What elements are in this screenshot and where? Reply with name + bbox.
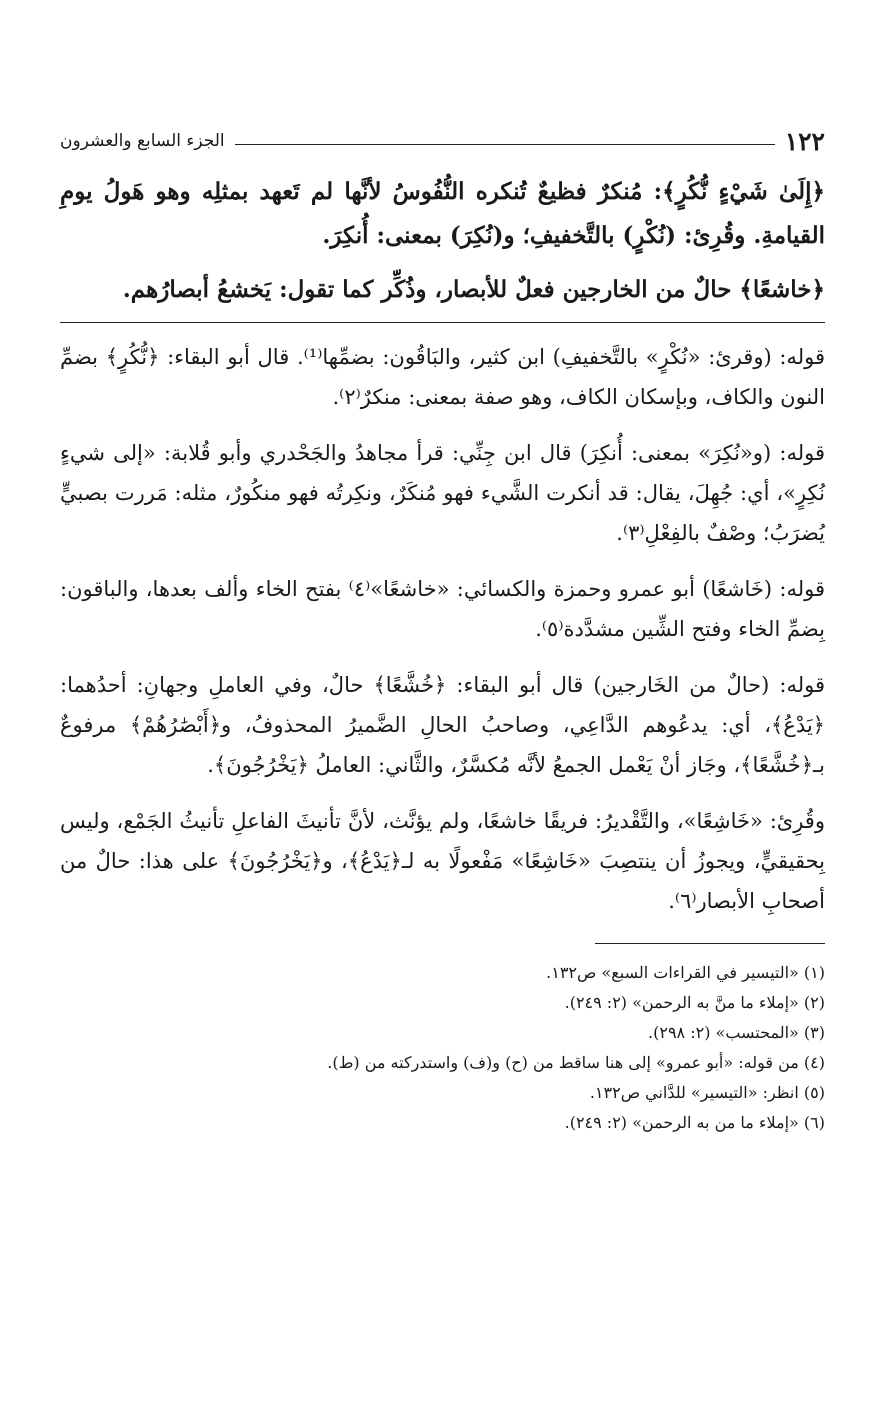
page-number: ١٢٢ — [784, 126, 825, 156]
verse-paragraph: ﴿إِلَىٰ شَيْءٍ نُّكُرٍ﴾: مُنكرٌ فظيعٌ تُنكره النُّفُوسُ لأنَّها لم تَعهد بمثلِه وهو هَولُ يومِ القيامةِ. وقُرِئ: (نُكْرٍ) بالتَّخفيفِ؛ و(نُكِرَ) بمعنى: أُنكِرَ. — [60, 178, 825, 249]
commentary-paragraph: وقُرِئ: «خَاشِعًا»، والتَّقْديرُ: فريقًا خاشعًا، ولم يؤنَّث، لأنَّ تأنيثَ الفاعلِ تأنيثُ الجَمْع، وليس بِحقيقيٍّ، ويجوزُ أن ينتصِبَ «خَاشِعًا» مَفْعولًا به لـ﴿يَدْعُ﴾، و﴿يَخْرُجُونَ﴾ على هذا: حالٌ من أصحابِ الأبصار⁽٦⁾. — [60, 809, 825, 913]
footnote-rule — [595, 943, 825, 944]
footnote: (٥) انظر: «التيسير» للدَّاني ص١٣٢. — [589, 1083, 825, 1102]
footnotes — [60, 958, 825, 1138]
header-rule — [235, 144, 775, 145]
verse-paragraph: ﴿خاشعًا﴾ حالٌ من الخارجين فعلٌ للأبصار، وذُكِّر كما تقول: يَخشعُ أبصارُهم. — [122, 276, 825, 303]
footnote: (٣) «المحتسب» (٢: ٢٩٨). — [648, 1023, 825, 1042]
footnote: (٢) «إملاء ما منَّ به الرحمن» (٢: ٢٤٩). — [564, 993, 825, 1012]
running-title: الجزء السابع والعشرون — [60, 131, 225, 151]
commentary-block — [60, 337, 825, 921]
commentary-paragraph: قوله: (خَاشعًا) أبو عمرو وحمزة والكسائي: «خاشعًا»⁽٤⁾ بفتح الخاء وألف بعدها، والباقون: بِضمِّ الخاء وفتح الشِّين مشدَّدة⁽٥⁾. — [60, 577, 826, 641]
footnote: (٦) «إملاء ما من به الرحمن» (٢: ٢٤٩). — [564, 1113, 825, 1132]
commentary-paragraph: قوله: (وقرئ: «نُكْرٍ» بالتَّخفيفِ) ابن كثير، والبَاقُون: بضمِّها⁽¹⁾. قال أبو البقاء: ﴿نُّكُرٍ﴾ بضمِّ النون والكاف، وبإسكان الكاف، وهو صفة بمعنى: منكرٌ⁽٢⁾. — [60, 345, 825, 409]
commentary-paragraph: قوله: (و«نُكِرَ» بمعنى: أُنكِرَ) قال ابن جِنِّي: قرأ مجاهدُ والجَحْدري وأبو قُلابة: «إلى شيءٍ نُكِرٍ»، أي: جُهِلَ، يقال: قد أنكرت الشَّيء فهو مُنكَرٌ، ونكِرتُه فهو منكُورٌ، مثله: مَررت بصبيٍّ يُضرَبُ؛ وصْفٌ بالفِعْلِ⁽٣⁾. — [60, 441, 825, 545]
commentary-paragraph: قوله: (حالٌ من الخَارجين) قال أبو البقاء: ﴿خُشَّعًا﴾ حالٌ، وفي العاملِ وجهانِ: أحدُهما: ﴿يَدْعُ﴾، أي: يدعُوهم الدَّاعِي، وصاحبُ الحالِ الضَّميرُ المحذوفُ، و﴿أَبْصَٰرُهُمْ﴾ مرفوعٌ بـ﴿خُشَّعًا﴾، وجَاز أنْ يَعْمل الجمعُ لأنَّه مُكسَّرٌ، والثَّاني: العاملُ ﴿يَخْرُجُونَ﴾. — [60, 673, 825, 777]
verse-commentary-block — [60, 170, 825, 312]
section-rule — [60, 322, 825, 323]
page-header — [60, 118, 825, 164]
footnote: (٤) من قوله: «أبو عمرو» إلى هنا ساقط من (ح) و(ف) واستدركته من (ط). — [327, 1053, 825, 1072]
footnote: (١) «التيسير في القراءات السبع» ص١٣٢. — [546, 963, 825, 982]
